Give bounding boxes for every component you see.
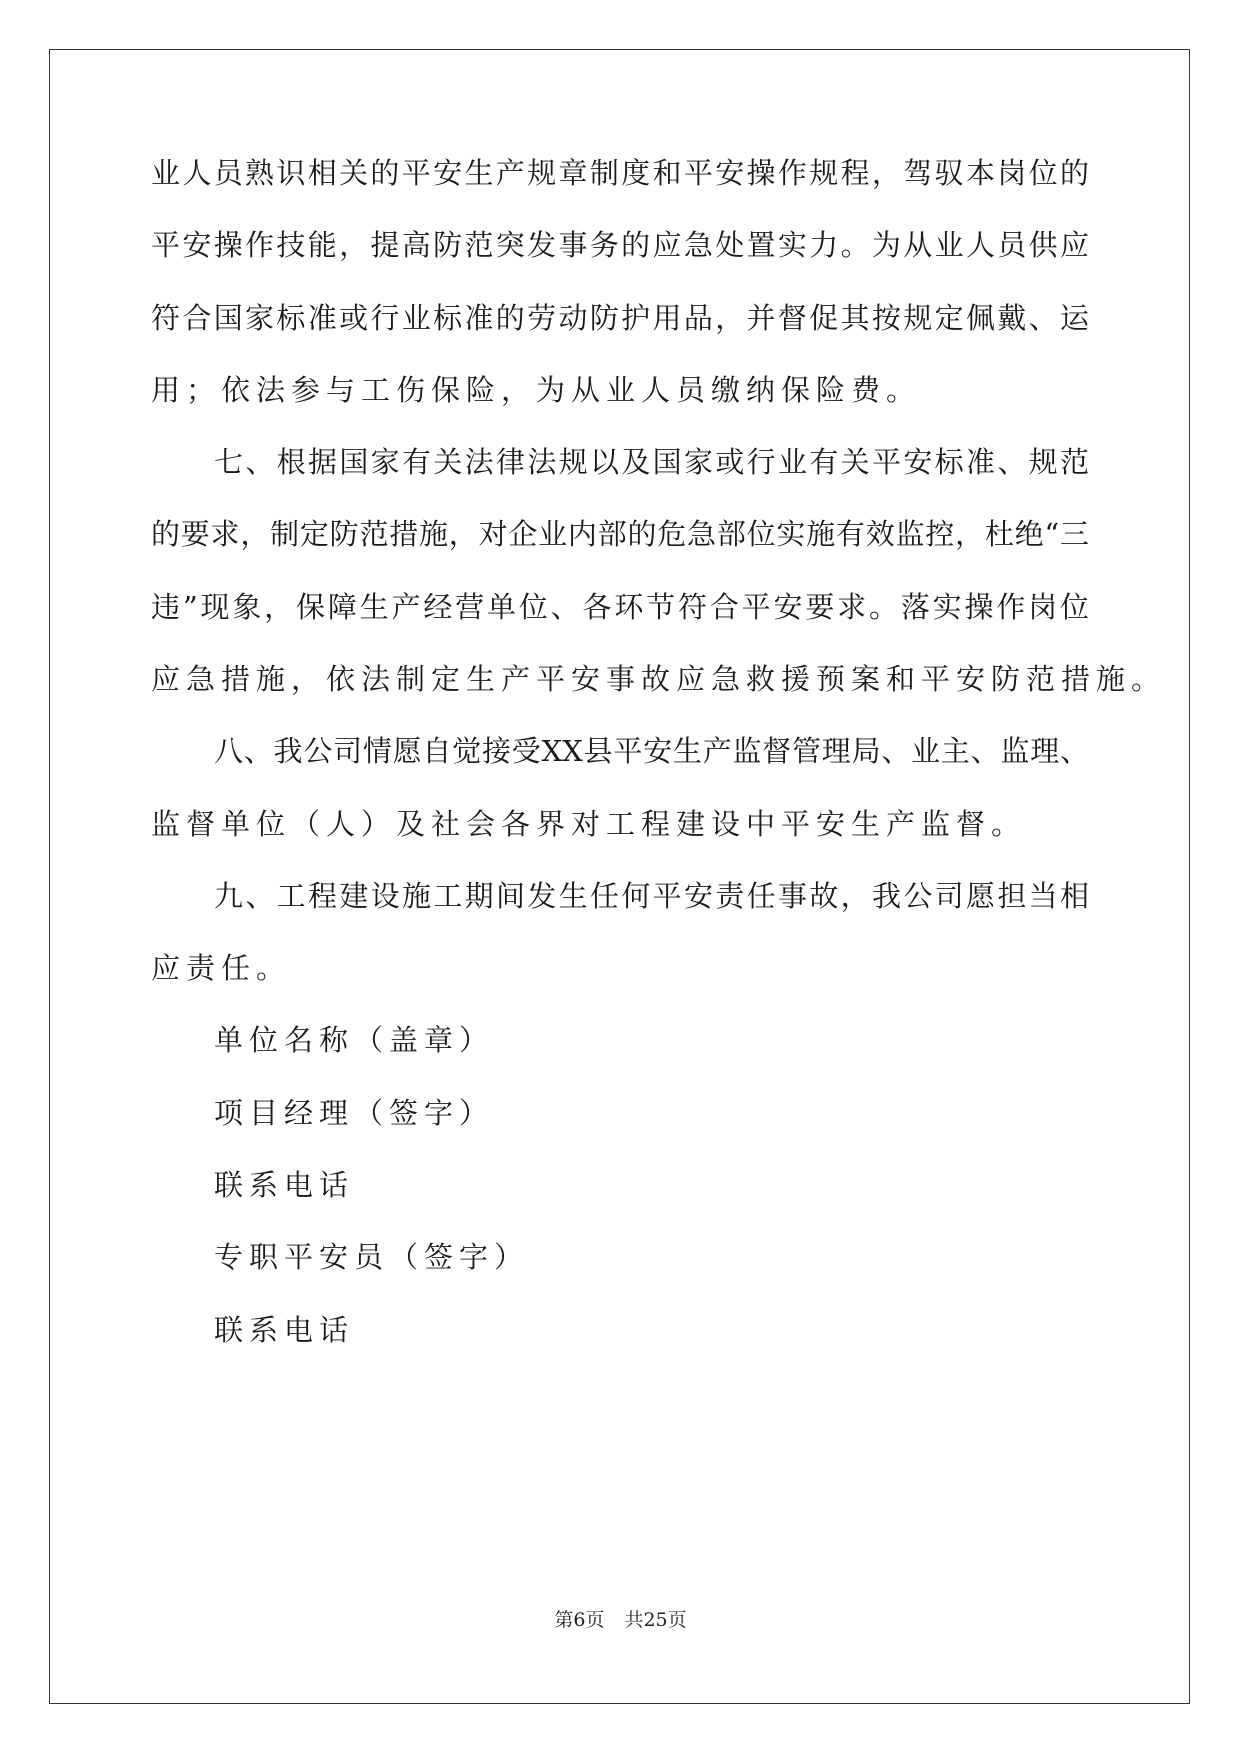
clause-eight-line: 八、我公司情愿自觉接受XX县平安生产监督管理局、业主、监理、 <box>214 734 1089 768</box>
body-line: 的要求，制定防范措施，对企业内部的危急部位实施有效监控，杜绝“三 <box>151 517 1089 551</box>
contact-phone-field: 联系电话 <box>214 1313 355 1347</box>
page-footer <box>0 1608 1241 1632</box>
project-manager-signature-field: 项目经理（签字） <box>214 1096 495 1130</box>
safety-officer-signature-field: 专职平安员（签字） <box>214 1240 530 1274</box>
clause-seven-line: 七、根据国家有关法律法规以及国家或行业有关平安标准、规范 <box>214 445 1089 479</box>
clause-nine-line: 九、工程建设施工期间发生任何平安责任事故，我公司愿担当相 <box>214 879 1089 913</box>
body-line: 业人员熟识相关的平安生产规章制度和平安操作规程，驾驭本岗位的 <box>151 156 1089 190</box>
company-name-seal-field: 单位名称（盖章） <box>214 1023 495 1057</box>
body-line: 违”现象，保障生产经营单位、各环节符合平安要求。落实操作岗位 <box>151 590 1089 624</box>
page-total: 共25页 <box>624 1609 687 1631</box>
body-line: 应责任。 <box>151 951 292 985</box>
page-number: 第6页 <box>554 1609 605 1631</box>
body-line: 用；依法参与工伤保险，为从业人员缴纳保险费。 <box>151 373 922 407</box>
body-line: 应急措施，依法制定生产平安事故应急救援预案和平安防范措施。 <box>151 662 1167 696</box>
body-line: 平安操作技能，提高防范突发事务的应急处置实力。为从业人员供应 <box>151 228 1089 262</box>
body-line: 监督单位（人）及社会各界对工程建设中平安生产监督。 <box>151 807 1027 841</box>
contact-phone-field: 联系电话 <box>214 1168 355 1202</box>
page-border <box>49 49 1190 1704</box>
body-line: 符合国家标准或行业标准的劳动防护用品，并督促其按规定佩戴、运 <box>151 301 1089 335</box>
